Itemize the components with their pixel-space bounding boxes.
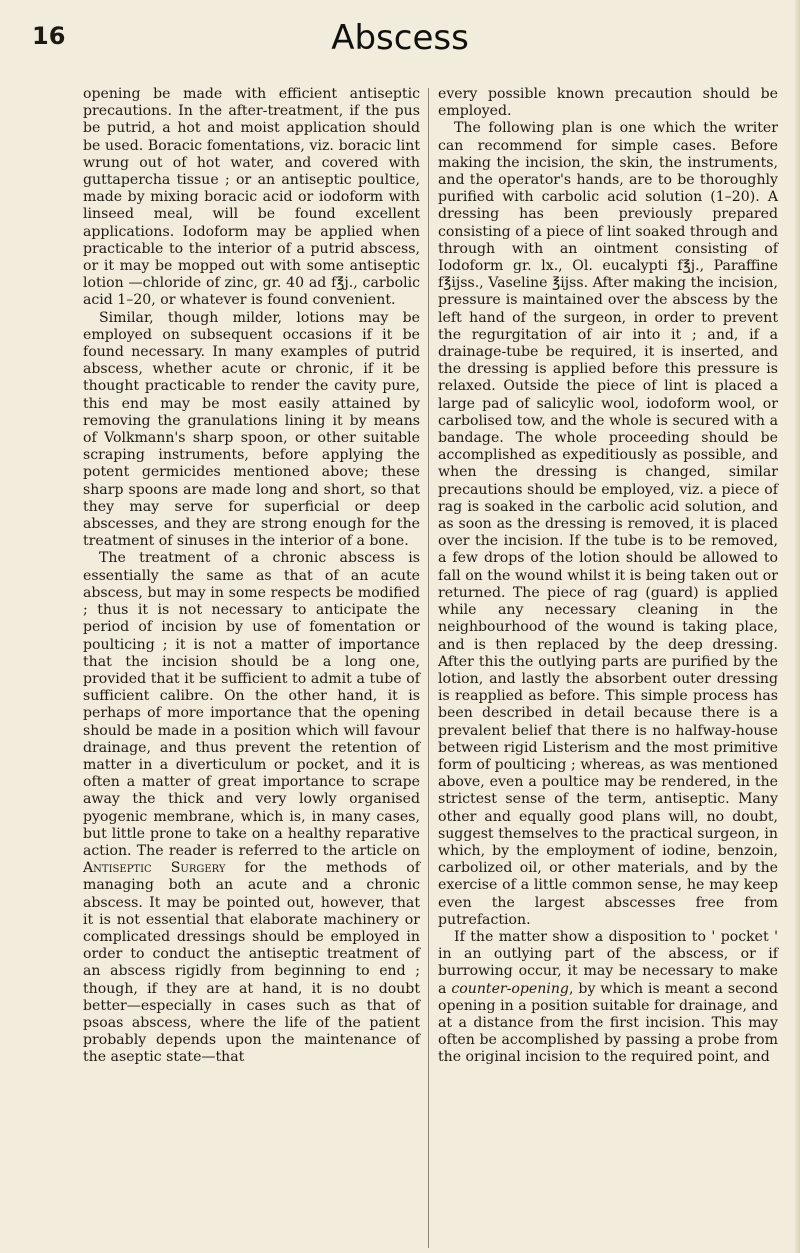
- paragraph-text: for the methods of managing both an acute and a chronic abscess. It may be pointed out, however, that it is not essential that elaborate machinery or complicated dressings should be employed in order to conduct the antiseptic treatment of an abscess rigidly from beginning to end ; though, if they are at hand, it is no doubt better—especially in cases such as that of psoas abscess, where the life of the patient probably depends upon the maintenance of the aseptic state—that: [83, 860, 421, 1066]
- paragraph-text: If the matter show a disposition to ' pocket ' in an outlying part of the abscess, or if burrowing occur, it may be necessary to make a: [438, 928, 778, 997]
- paragraph: [438, 929, 778, 1067]
- emphasis-term: counter-opening: [451, 980, 569, 997]
- paragraph: [83, 550, 420, 1066]
- right-column: [438, 86, 778, 1067]
- paragraph: every possible known precaution should be employed.: [438, 86, 778, 120]
- left-column: [83, 86, 420, 1067]
- paragraph: opening be made with efficient antiseptic precautions. In the after-treatment, if the pus be putrid, a hot and moist application should be used. Boracic fomentations, viz. boracic lint wrung out of hot water, and covered with guttapercha tissue ; or an antiseptic poultice, made by mixing boracic acid or iodoform with linseed meal, will be found excellent applications. Iodoform may be applied when practicable to the interior of a putrid abscess, or it may be mopped out with some antiseptic lotion —chloride of zinc, gr. 40 ad f℥j., carbolic acid 1–20, or whatever is found convenient.: [83, 86, 420, 309]
- cross-reference: Antiseptic Surgery: [83, 860, 226, 877]
- paragraph-text: , by which is meant a second opening in a position suitable for drainage, and at a distance from the first incision. This may often be accomplished by passing a probe from the original incision to the required point, and: [438, 980, 778, 1066]
- page-header: [0, 12, 800, 68]
- paragraph: Similar, though milder, lotions may be employed on subsequent occasions if it be found necessary. In many examples of putrid abscess, whether acute or chronic, if it be thought practicable to render the cavity pure, this end may be most easily attained by removing the granulations lining it by means of Volkmann's sharp spoon, or other suitable scraping instruments, before applying the potent germicides mentioned above; these sharp spoons are made long and short, so that they may serve for superficial or deep abscesses, and they are strong enough for the treatment of sinuses in the interior of a bone.: [83, 309, 420, 550]
- page-number: 16: [32, 22, 66, 50]
- page-edge: [794, 0, 800, 1253]
- paragraph: The following plan is one which the writer can recommend for simple cases. Before making the incision, the skin, the instruments, and the operator's hands, are to be thoroughly purified with carbolic acid solution (1–20). A dressing has been previously prepared consisting of a piece of lint soaked through and through with an ointment consisting of Iodoform gr. lx., Ol. eucalypti f℥j., Paraffine f℥ijss., Vaseline ℥ijss. After making the incision, pressure is maintained over the abscess by the left hand of the surgeon, in order to prevent the regurgitation of air into it ; and, if a drainage-tube be required, it is inserted, and the dressing is applied before this pressure is relaxed. Outside the piece of lint is placed a large pad of salicylic wool, iodoform wool, or carbolised tow, and the whole is secured with a bandage. The whole proceeding should be accomplished as expeditiously as possible, and when the dressing is changed, similar precautions should be employed, viz. a piece of rag is soaked in the carbolic acid solution, and as soon as the dressing is removed, it is placed over the incision. If the tube is to be removed, a few drops of the lotion should be allowed to fall on the wound whilst it is being taken out or returned. The piece of rag (guard) is applied while any necessary cleaning in the neighbourhood of the wound is taking place, and is then replaced by the deep dressing. After this the outlying parts are purified by the lotion, and lastly the absorbent outer dressing is reapplied as before. This simple process has been described in detail because there is a prevalent belief that there is no halfway-house between rigid Listerism and the most primitive form of poulticing ; whereas, as was mentioned above, even a poultice may be rendered, in the strictest sense of the term, antiseptic. Many other and equally good plans will, no doubt, suggest themselves to the practical surgeon, in which, by the employment of iodine, benzoin, carbolized oil, or other materials, and by the exercise of a little common sense, he may keep even the largest abscesses free from putrefaction.: [438, 120, 778, 928]
- running-title: Abscess: [331, 18, 469, 58]
- paragraph-text: The treatment of a chronic abscess is essentially the same as that of an acute abscess, but may in some respects be modified ; thus it is not necessary to anticipate the period of incision by use of fomentation or poulticing ; it is not a matter of importance that the incision should be a long one, provided that it be sufficient to admit a tube of sufficient calibre. On the other hand, it is perhaps of more importance that the opening should be made in a position which will favour drainage, and thus prevent the retention of matter in a diverticulum or pocket, and it is often a matter of great importance to scrape away the thick and very lowly organised pyogenic membrane, which is, in many cases, but little prone to take on a healthy reparative action. The reader is referred to the article on: [83, 550, 420, 859]
- column-divider: [428, 88, 429, 1248]
